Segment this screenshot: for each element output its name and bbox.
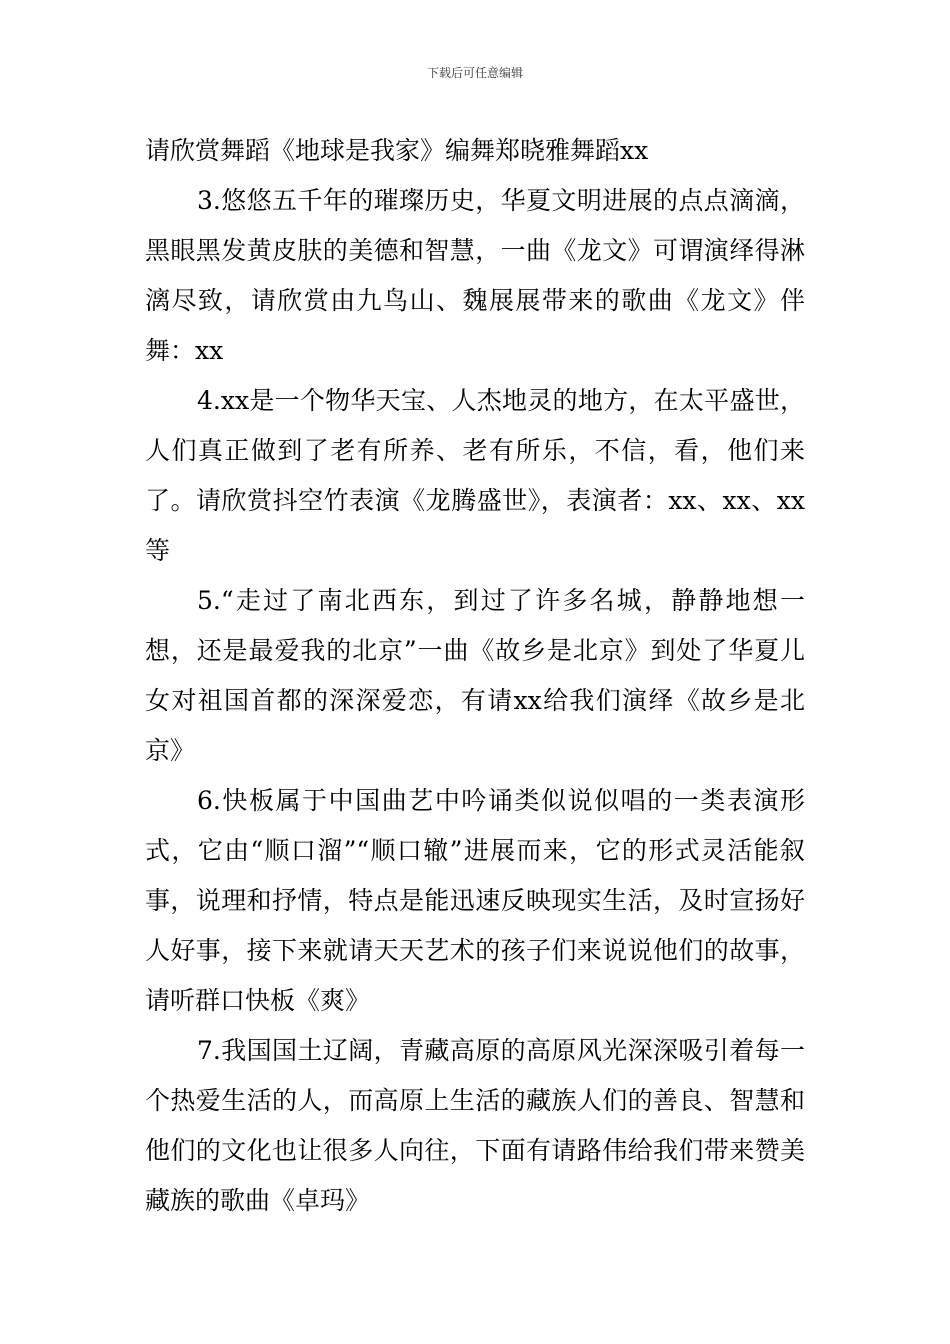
paragraph-4: 5.“走过了南北西东，到过了许多名城，静静地想一想，还是最爱我的北京”一曲《故乡是北京》到处了华夏儿女对祖国首都的深深爱恋，有请xx给我们演绎《故乡是北京》 bbox=[145, 586, 805, 765]
paragraph-1: 请欣赏舞蹈《地球是我家》编舞郑晓雅舞蹈xx bbox=[145, 136, 649, 165]
paragraph-6: 7.我国国土辽阔，青藏高原的高原风光深深吸引着每一个热爱生活的人，而高原上生活的藏族人们的善良、智慧和他们的文化也让很多人向往，下面有请路伟给我们带来赞美藏族的歌曲《卓玛》 bbox=[145, 1036, 805, 1215]
page-header: 下载后可任意编辑 bbox=[426, 66, 523, 80]
document-body bbox=[145, 126, 805, 1226]
paragraph-3: 4.xx是一个物华天宝、人杰地灵的地方，在太平盛世，人们真正做到了老有所养、老有所乐，不信，看，他们来了。请欣赏抖空竹表演《龙腾盛世》，表演者：xx、xx、xx等 bbox=[145, 386, 805, 565]
paragraph-5: 6.快板属于中国曲艺中吟诵类似说似唱的一类表演形式，它由“顺口溜”“顺口辙”进展而来，它的形式灵活能叙事，说理和抒情，特点是能迅速反映现实生活，及时宣扬好人好事，接下来就请天天艺术的孩子们来说说他们的故事，请听群口快板《爽》 bbox=[145, 786, 805, 1015]
paragraph-2: 3.悠悠五千年的璀璨历史，华夏文明进展的点点滴滴，黑眼黑发黄皮肤的美德和智慧，一曲《龙文》可谓演绎得淋漓尽致，请欣赏由九鸟山、魏展展带来的歌曲《龙文》伴舞：xx bbox=[145, 186, 805, 365]
